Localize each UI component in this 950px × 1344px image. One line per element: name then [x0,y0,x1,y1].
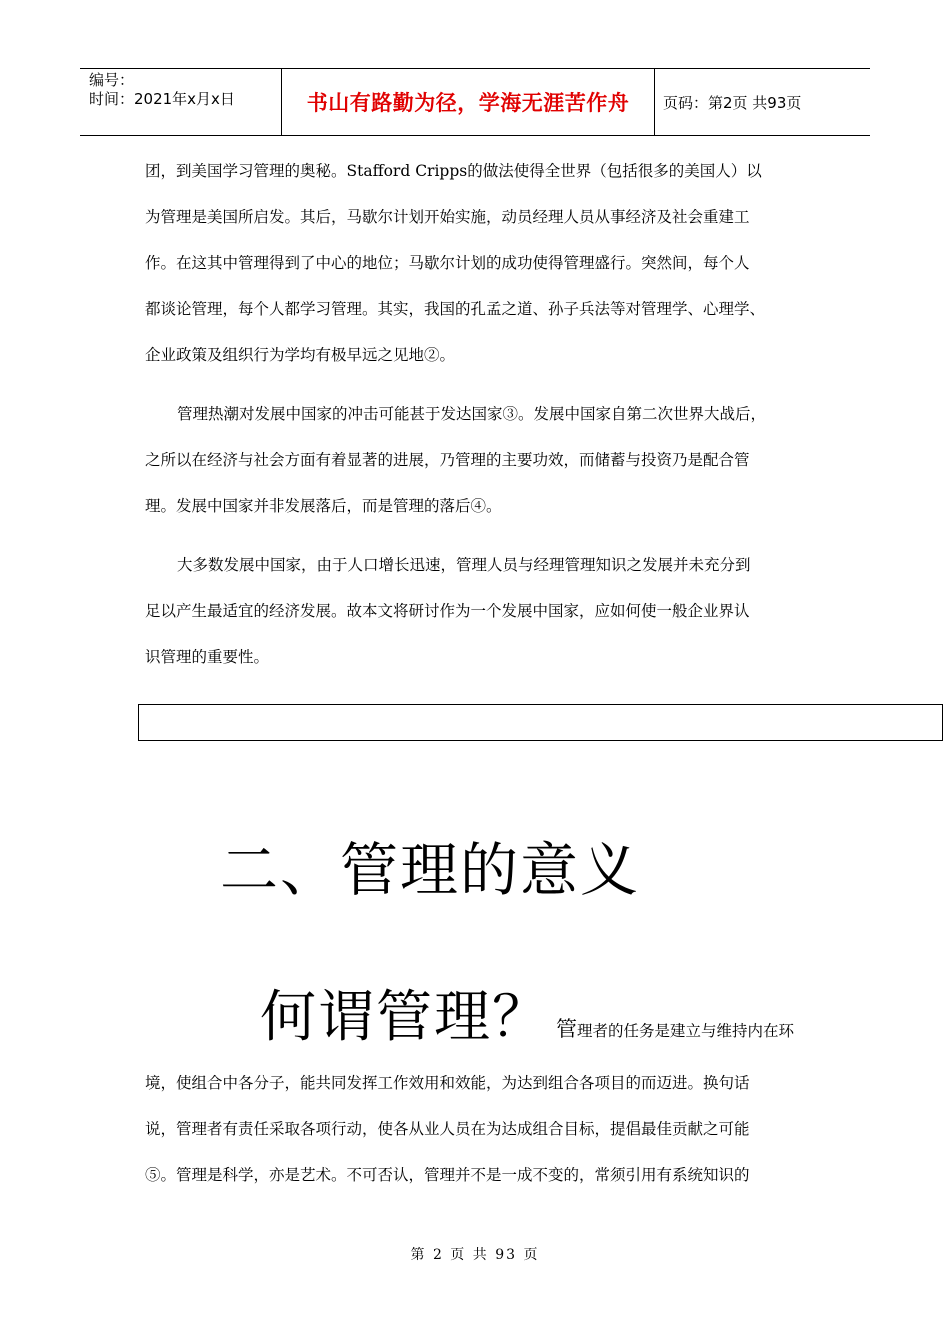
paragraph-line: 足以产生最适宜的经济发展。故本文将研讨作为一个发展中国家，应如何使一般企业界认 [145,602,750,620]
page-header [80,68,870,136]
paragraph-line: 之所以在经济与社会方面有着显著的进展，乃管理的主要功效，而储蓄与投资乃是配合管 [145,451,750,469]
paragraph-3 [145,542,817,680]
paragraph-line: 为管理是美国所启发。其后，马歇尔计划开始实施，动员经理人员从事经济及社会重建工 [145,208,750,226]
paragraph-line: 管理热潮对发展中国家的冲击可能甚于发达国家③。发展中国家自第二次世界大战后， [177,405,767,423]
sub-heading-tail-first-char: 管 [556,1017,577,1041]
sub-heading-question-mark: ？ [492,985,548,1050]
paragraph-line: 理。发展中国家并非发展落后，而是管理的落后④。 [145,497,502,515]
paragraph-1 [145,148,817,378]
section-heading: 二、管理的意义 [220,836,641,904]
paragraph-line: 都谈论管理，每个人都学习管理。其实，我国的孔孟之道、孙子兵法等对管理学、心理学、 [145,300,766,318]
page-footer: 第 2 页 共 93 页 [410,1247,540,1263]
paragraph-line: 识管理的重要性。 [145,648,270,666]
sub-heading-title: 何谓管理 [260,985,492,1050]
sub-heading-tail-text: 理者的任务是建立与维持内在环 [577,1022,795,1040]
paragraph-line: 境，使组合中各分子，能共同发挥工作效用和效能，为达到组合各项目的而迈进。换句话 [145,1074,750,1092]
header-motto: 书山有路勤为径，学海无涯苦作舟 [282,69,655,135]
paragraph-2 [145,391,817,529]
header-meta [80,69,282,135]
paragraph-line: ⑤。管理是科学，亦是艺术。不可否认，管理并不是一成不变的，常须引用有系统知识的 [145,1166,750,1184]
sub-heading-row [260,978,794,1058]
paragraph-line: 说，管理者有责任采取各项行动，使各从业人员在为达成组合目标，提倡最佳贡献之可能 [145,1120,750,1138]
document-number-label: 编号： [89,71,135,89]
paragraph-4 [145,1060,817,1198]
empty-bordered-box [138,704,943,741]
paragraph-line: 企业政策及组织行为学均有极早远之见地②。 [145,346,456,364]
header-page-label: 页码：第2页 共93页 [663,93,802,112]
document-time-label: 时间：2021年x月x日 [89,90,235,108]
paragraph-line: 团，到美国学习管理的奥秘。Stafford Cripps的做法使得全世界（包括很多的美国人）以 [145,162,762,180]
paragraph-line: 作。在这其中管理得到了中心的地位；马歇尔计划的成功使得管理盛行。突然间，每个人 [145,254,750,272]
paragraph-line: 大多数发展中国家，由于人口增长迅速，管理人员与经理管理知识之发展并未充分到 [177,556,751,574]
